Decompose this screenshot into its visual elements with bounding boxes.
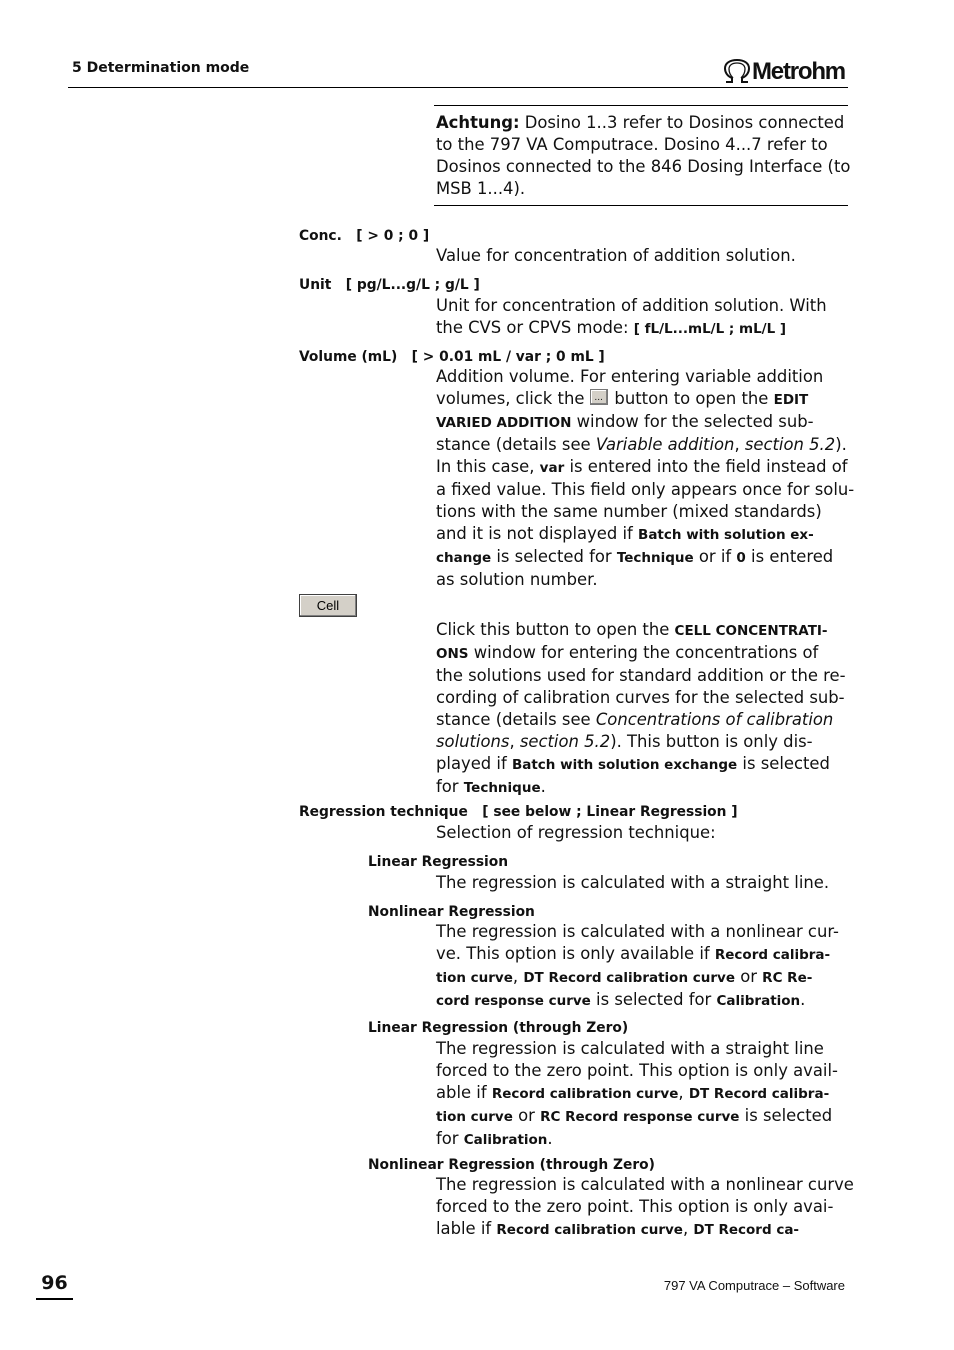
linear-regression-zero-label: Linear Regression (through Zero) [368,1020,629,1036]
conc-label: Conc. [ > 0 ; 0 ] [299,228,430,244]
note-text: Achtung: Dosino 1..3 refer to Dosinos connected to the 797 VA Computrace. Dosino 4...7 refer to Dosinos connected to the 846 Dosing Interface (to MSB 1...4). [436,113,851,198]
omega-logo-icon [722,58,752,86]
volume-label: Volume (mL) [ > 0.01 mL / var ; 0 mL ] [299,349,605,365]
cell-button[interactable]: Cell [299,594,357,617]
regression-description: Selection of regression technique: [436,823,716,842]
unit-description: Unit for concentration of addition solution. With the CVS or CPVS mode: [ fL/L...mL/L ; mL/L ] [436,296,827,337]
nonlinear-regression-label: Nonlinear Regression [368,904,535,920]
linear-regression-label: Linear Regression [368,854,509,870]
nonlinear-regression-zero-description: The regression is calculated with a nonlinear curve forced to the zero point. This option is only avai- lable if Record calibration curve, DT Record ca- [436,1175,854,1238]
footer-product: 797 VA Computrace – Software [663,1278,845,1293]
header-rule [68,87,848,88]
cell-description: Click this button to open the CELL CONCENTRATI- ONS window for entering the concentrations of the solutions used for standard addition or the re- cording of calibration curves for the selected sub- stance (details see Concentrations of calibration solutions, section 5.2). This button is only dis- played if Batch with solution exchange is selected for Technique. [436,620,846,796]
brand-name: Metrohm [752,58,845,85]
nonlinear-regression-zero-label: Nonlinear Regression (through Zero) [368,1157,655,1173]
linear-regression-description: The regression is calculated with a straight line. [436,873,830,892]
unit-label: Unit [ pg/L...g/L ; g/L ] [299,277,480,293]
ellipsis-button-icon: ... [590,389,608,405]
linear-regression-zero-description: The regression is calculated with a straight line forced to the zero point. This option is only avail- able if Record calibration curve, DT Record calibra- tion curve or RC Record response curve is selected for Calibration. [436,1039,838,1148]
regression-label: Regression technique [ see below ; Linear Regression ] [299,804,738,820]
conc-description: Value for concentration of addition solution. [436,246,796,265]
nonlinear-regression-description: The regression is calculated with a nonlinear cur- ve. This option is only available if Record calibra- tion curve, DT Record calibration curve or RC Re- cord response curve is selected for Calibration. [436,922,839,1009]
chapter-title: 5 Determination mode [72,60,250,76]
note-box [434,105,851,206]
metrohm-logo [722,56,848,88]
note-heading: Achtung: [436,113,520,132]
volume-description: Addition volume. For entering variable addition volumes, click the ... button to open the EDIT VARIED ADDITION window for the selected sub- stance (details see Variable addition, section 5.2). In this case, var is entered into the field instead of a fixed value. This field only appears once for solu- tions with the same number (mixed standards) and it is not displayed if Batch with solution ex- change is selected for Technique or if 0 is entered as solution number. [436,367,855,589]
page-number: 96 [36,1270,73,1300]
